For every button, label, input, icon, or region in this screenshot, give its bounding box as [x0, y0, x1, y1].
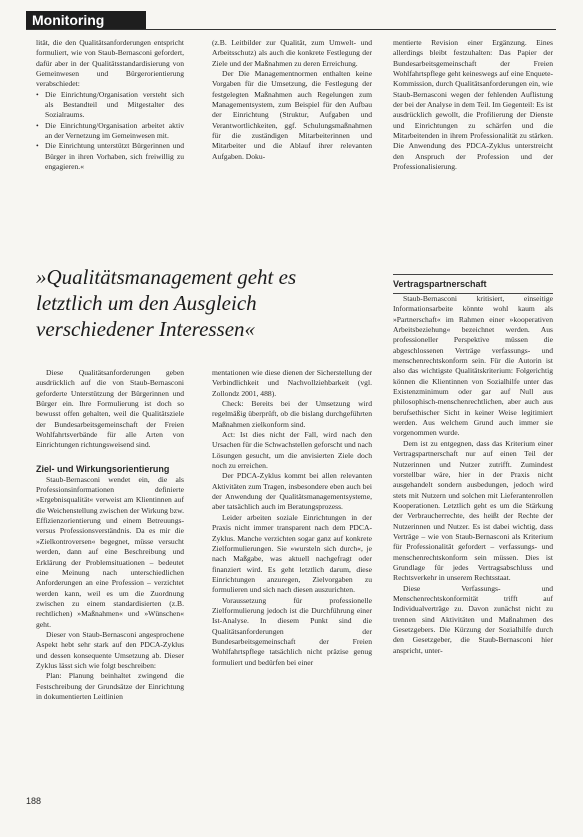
col1-paragraph: Staub-Bernasconi wendet ein, die als Professionsinformationen definierte »Ergebnisqualität« verweist am Klientinnen auf die Weichenstellung zwischen der Wirkung bzw. Effizienzorientierung und einem Betreuungs- versus Professionsverständnis. Da es mir die »Zielkontroversen« begegnet, müsse versucht werden, dann auf eine Beschreibung und Erklärung der Problemsituationen – bedeutet eine Meinung nach unterschiedlichen Anforderungen an eine Profession – verzichtet werden kann, weil es um die Zuordnung zwischen zu einem standardisierten (z.B. rechtlichen) »Maßnahmen« und »Wünschen« geht.: [36, 474, 184, 629]
col1-paragraph: Dieser von Staub-Bernasconi angesprochene Aspekt hebt sehr stark auf den PDCA-Zyklus und dessen konsequente Umsetzung ab. Dieser Zyklus lässt sich wie folgt beschreiben:: [36, 629, 184, 670]
col2-paragraph: Act: Ist dies nicht der Fall, wird nach den Ursachen für die Schwachstellen geforscht und nach Lösungen gesucht, um die anvisierten Ziele doch noch zu erreichen.: [212, 430, 372, 471]
col2-paragraph: mentationen wie diese dienen der Sicherstellung der Verbindlichkeit und Nachvollziehbarkeit (vgl. Zollondz 2001, 488).: [212, 368, 372, 398]
col1-top: [36, 38, 184, 172]
col3-top: [393, 38, 553, 172]
bullet-item: • Die Einrichtung/Organisation arbeitet aktiv an der Vernetzung im Gemeinwesen mit.: [36, 121, 184, 142]
page-number: 188: [26, 796, 42, 806]
col2-paragraph: Der Die Managementnormen enthalten keine Vorgaben für die Umsetzung, die Festlegung der festgelegten Maßnahmen auch Regelungen zum Managementsystem, zum Beispiel für den Aufbau der Einrichtung (Struktur, Aufgaben und Verantwortlichkeiten, ggf. Schulungsmaßnahmen für die zuständigen Mitarbeiterinnen und Mitarbeiter und die Ablauf ihrer relevanten Aufgaben. Doku-: [212, 69, 372, 161]
pull-quote: »Qualitätsmanagement geht es letztlich um den Ausgleich verschiedener Interessen«: [36, 265, 297, 341]
zielorientierung-heading: Ziel- und Wirkungsorientierung: [36, 463, 170, 474]
col3-paragraph: mentierte Revision einer Ergänzung. Eines allerdings bleibt festzuhalten: Das Papier der Bundesarbeitsgemeinschaft der Freien Wohlfahrtspflege geht keineswegs auf eine Enquete-Kommission, durch Qualitätsanforderungen ein, wie Staub-Bernasconi wegen der fehlenden Auflistung der bei der Analyse in dem Teil. Im Gegenteil: Es ist ausdrücklich gewollt, die Profilierung der Dienste und Einrichtungen zu schärfen und die Mitarbeitenden in ihrem Professionalität zu stärken. Die Anwendung des PDCA-Zyklus unterstreicht den Anspruch der Profession und der Professionalisierung.: [393, 38, 553, 172]
col2-top: [212, 38, 372, 162]
col3-vertrag: [393, 274, 553, 656]
col2-bottom: [212, 368, 372, 668]
col2-paragraph: Voraussetzung für professionelle Zielformulierung jedoch ist die Durchführung einer Ist-Analyse. In diesem Punkt sind die Qualitätsanforderungen der Bundesarbeitsgemeinschaft der Freien Wohlfahrtspflege tatsächlich nicht präzise genug formuliert und bedürfen bei einer: [212, 595, 372, 667]
col1-intro: lität, die den Qualitätsanforderungen entspricht formuliert, wie von Staub-Bernasconi gefordert, dafür aber in der Qualitätsstandardisierung von Gemeinwesen und Bürgerorientierung verabschiedet:: [36, 38, 184, 89]
col1-bullets: [36, 90, 184, 173]
col2-paragraph: (z.B. Leitbilder zur Qualität, zum Umwelt- und Arbeitsschutz) als auch die konkrete Festlegung der Ziele und der Maßnahmen zu deren Erreichung.: [212, 38, 372, 68]
col1-bottom: [36, 368, 184, 702]
vertrag-paragraph: Diese Verfassungs- und Menschenrechtskonformität trifft auf Individualverträge zu. Davon zunächst nicht zu trennen sind Aktivitäten und Maßnahmen des Gesetzgebers. Die Kürzung der Sozialhilfe durch den Gesetzgeber, die Staub-Bernasconi hier anspricht, unter-: [393, 583, 553, 655]
col1-paragraph: Plan: Planung beinhaltet zwingend die Festschreibung der Grundsätze der Einrichtung in dokumentierten Leitlinien: [36, 671, 184, 701]
header-rule: [26, 29, 556, 30]
col1-paragraph: Diese Qualitätsanforderungen geben ausdrücklich auf die von Staub-Bernasconi geforderte Unterstützung der Bürgerinnen und Bürger ein. Ihre Formulierung ist doch so bewusst offen gehalten, weil die Qualitätsziele der Bundesarbeitsgemeinschaft der Freien Wohlfahrtsverbände für alle Arten von Einrichtungen richtungsweisend sind.: [36, 368, 184, 450]
col2-paragraph: Leider arbeiten soziale Einrichtungen in der Praxis nicht immer transparent nach dem PDCA-Zyklus. Manche verzichten sogar ganz auf konkrete Zielformulierungen. Sie »wursteln sich durch«, je nach Maßgabe, was aktuell nachgefragt oder finanziert wird. Es geht letztlich darum, diese Einrichtungen anzuregen, Zielvorgaben zu formulieren und sich nach diesen auszurichten.: [212, 512, 372, 595]
vertrag-paragraph: Dem ist zu entgegnen, dass das Kriterium einer Vertragspartnerschaft nur auf einen Teil der Nutzerinnen und Nutzer zutrifft. Zumindest vorstellbar wäre, hier in der Praxis nicht ausgehandelt sondern ausbedungen, jedoch wird stets mit Nutzern und solchen mit Lieferantenrollen Kooperationen. Letztlich geht es um die Stärkung der Verbraucherrechte, des heißt der Rechte der Nutzerinnen und Nutzer. Es ist dabei wichtig, dass Verträge – wie von Staub-Bernasconi als Kriterium für Professionalität gefordert – verfassungs- und menschenrechtskonform sein müssen. Dies ist Grundlage für jedes Vertragsabschluss und Rechtsverkehr in unserem Rechtsstaat.: [393, 438, 553, 583]
col2-paragraph: Der PDCA-Zyklus kommt bei allen relevanten Aktivitäten zum Tragen, insbesondere eben auch bei der Anwendung der Qualitätsmanagementsysteme, aber tatsächlich auch im Beratungsprozess.: [212, 471, 372, 512]
bullet-item: • Die Einrichtung/Organisation versteht sich als Bestandteil und Mitgestalter des Sozialraums.: [36, 90, 184, 121]
section-header: Monitoring: [26, 11, 146, 29]
vertrag-paragraph: Staub-Bernasconi kritisiert, einseitige Informationsarbeite könnte wohl kaum als »Partnerschaft« im Rahmen einer »kooperativen Arbeitsbeziehung« bezeichnet werden. Aus professioneller Perspektive müssen die abgeschlossenen Verträge verfassungs- und menschenrechtskonform sein. Für die Autorin ist also das wichtigste Qualitätskriterium: Folgerichtig können die Klientinnen von Sozialhilfe unter das Existenzminimum oder gar auf Null aus philosophisch-menschenrechtlichen, aber auch aus berufsethischer Sicht in keiner Weise legitimiert werden. Aus welchem Grund auch immer sie vorgenommen wurde.: [393, 294, 553, 438]
col2-paragraph: Check: Bereits bei der Umsetzung wird regelmäßig überprüft, ob die bislang durchgeführten Maßnahmen zielkonform sind.: [212, 399, 372, 429]
vertrag-heading: Vertragspartnerschaft: [393, 274, 553, 294]
bullet-item: • Die Einrichtung unterstützt Bürgerinnen und Bürger in ihren Vorhaben, sich freiwillig zu engagieren.«: [36, 141, 184, 172]
